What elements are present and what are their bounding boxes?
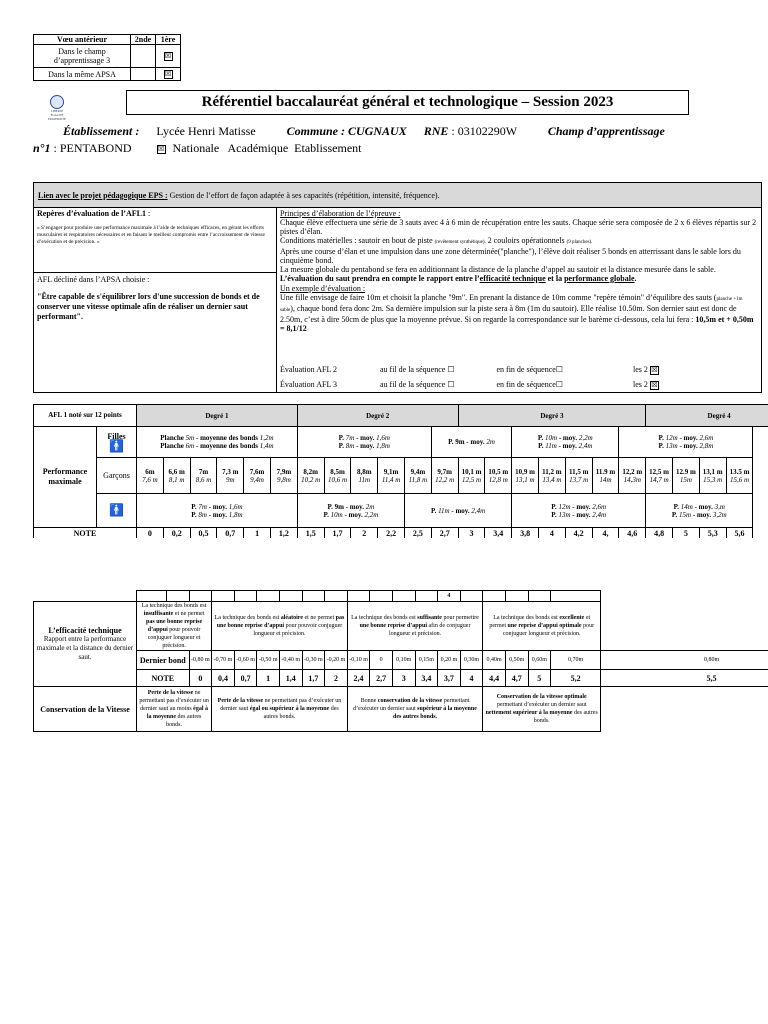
- perf-cell: [324, 458, 351, 494]
- perf-cell: [431, 458, 458, 494]
- filles-planche-5: P. 12m - moy. 2,6m P. 13m - moy. 2,8m: [619, 427, 753, 458]
- filles-planche-4: P. 10m - moy. 2,2m P. 11m - moy. 2,4m: [512, 427, 619, 458]
- perf-filles-value: 10,1 m: [461, 467, 482, 476]
- perf-filles-value: 9,4m: [410, 467, 426, 476]
- exemple-text: Une fille envisage de faire 10m et choisit la planche "9m". En prenant la distance de 10m comme "repère témoin" d’équilibre des sauts (planche +1m sable), chaque bond fera donc 2m. Sa dernière impulsion sur la piste sera à 8m (1m du sautoir). Elle réalise 10.50m. Son dernier saut est donc de 2.50m, c’est à dire 50cm de plus que la moyenne prévue. Si on regarde la correspondance sur le barème ci-dessous, cela lui fera : 10,5m et + 0,50m = 8,1/12: [280, 293, 754, 333]
- degre-1: Degré 1: [137, 405, 298, 427]
- perf-garcons-value: 12,2 m: [435, 475, 455, 484]
- afl1-table: [33, 404, 768, 538]
- republique-logo: LIBERTÉ ÉGALITÉ FRATERNITÉ: [37, 95, 77, 125]
- marianne-icon: [50, 95, 64, 109]
- afl2-les2-checkbox[interactable]: ☒: [651, 365, 658, 374]
- afl1-note-cell: 4,8: [646, 528, 673, 539]
- efficacite-top-cell: [279, 591, 302, 602]
- perf-garcons-value: 15,6 m: [729, 475, 750, 484]
- dernier-bond-cell: 0,20 m: [438, 651, 461, 670]
- perf-filles-value: 12,2 m: [622, 467, 643, 476]
- efficacite-degre-2: La technique des bonds est aléatoire et ne permet pas une bonne reprise d’appui pour pouvoir conjuguer longueur et précision.: [212, 602, 348, 651]
- afl1-note-cell: 5: [673, 528, 700, 539]
- efficacite-top-cell: [415, 591, 438, 602]
- perf-cell: [646, 458, 673, 494]
- perf-filles-value: 13.5 m: [729, 467, 750, 476]
- perf-cell: [512, 458, 539, 494]
- efficacite-top-cell: [460, 591, 483, 602]
- afl1-note-cell: 0: [137, 528, 164, 539]
- efficacite-top-cell: [189, 591, 212, 602]
- perf-filles-value: 6m: [145, 467, 155, 476]
- garcons-planche-4: P. 12m - moy. 2,6m P. 13m - moy. 2,4m: [512, 494, 646, 528]
- dernier-bond-cell: -0,70 m: [212, 651, 235, 670]
- perf-garcons-value: 15m: [679, 475, 692, 484]
- perf-filles-value: 10,9 m: [515, 467, 535, 476]
- perf-garcons-value: 14,3m: [623, 475, 641, 484]
- afl1-note-cell: 2,2: [378, 528, 405, 539]
- afl1-note-label: NOTE: [34, 528, 137, 539]
- efficacite-table: [33, 590, 768, 732]
- afl3-fin-checkbox[interactable]: ☐: [555, 380, 563, 389]
- afl1-note-cell: 2,5: [404, 528, 431, 539]
- perf-cell: [726, 458, 753, 494]
- perf-garcons-value: 12,5 m: [461, 475, 482, 484]
- etablissement-line: [33, 123, 768, 139]
- dernier-bond-cell: 0,80m: [601, 651, 768, 670]
- efficacite-note-cell: 4,7: [505, 670, 528, 687]
- vitesse-label: Conservation de la Vitesse: [34, 687, 137, 732]
- vitesse-degre-3: Bonne conservation de la vitesse permettant d’exécuter un dernier saut supérieur à la moyenne des autres bonds.: [347, 687, 483, 732]
- filles-planche-2: P. 7m - moy. 1,6m P. 8m - moy. 1,8m: [297, 427, 431, 458]
- perf-filles-value: 11,2 m: [542, 467, 562, 476]
- efficacite-top-cell: [167, 591, 190, 602]
- efficacite-top-cell: [551, 591, 601, 602]
- dernier-bond-cell: -0,60 m: [234, 651, 257, 670]
- afl2-fin-checkbox[interactable]: ☐: [555, 365, 563, 374]
- dernier-bond-label: Dernier bond: [137, 651, 190, 670]
- vitesse-degre-4: Conservation de la vitesse optimale permettant d’exécuter un dernier saut nettement supérieur à la moyenne des autres bonds.: [483, 687, 601, 732]
- efficacite-degre-1: La technique des bonds est insuffisante et ne permet pas une bonne reprise d’appui pour pouvoir conjuguer longueur et précision.: [137, 602, 212, 651]
- garcons-planche-1: P. 7m - moy. 1,6m P. 8m - moy. 1,8m: [137, 494, 298, 528]
- dernier-bond-cell: 0,40m: [483, 651, 506, 670]
- rne-value: : 03102290W: [451, 124, 517, 138]
- afl1-note-cell: 1,2: [270, 528, 297, 539]
- principes-box: Principes d’élaboration de l’épreuve : Chaque élève effectuera une série de 3 sauts avec 4 à 6 min de récupération entre les sauts. Chaque série sera composée de 2 x 6 élèves répartis sur 2 pistes d’élan. Conditions matérielles : sautoir en bout de piste (revêtement synthétique). 2 couloirs opérationnels (9 planches). Après une course d’élan et une impulsion dans une zone déterminée("planche"), l’élève doit réaliser 5 bonds en atterrissant dans le sable lors du cinquième bond. La mesure globale du pentabond se fera en additionnant la distance de la planche d’appel au sautoir et la distance mesurée dans le sable. L’évaluation du saut prendra en compte le rapport entre l’efficacité technique et la performance globale. Un exemple d’évaluation : Une fille envisage de faire 10m et choisit la planche "9m". En prenant la distance de 10m comme "repère témoin" d’équilibre des sauts (planche +1m sable), chaque bond fera donc 2m. Sa dernière impulsion sur la piste sera à 8m (1m du sautoir). Elle réalise 10.50m. Son dernier saut est donc de 2.50m, c’est à dire 50cm de plus que la moyenne prévue. Si on regarde la correspondance sur le barème ci-dessous, cela lui fera : 10,5m et + 0,50m = 8,1/12 Évaluation AFL 2 au fil de la séquence ☐ en fin de séquence☐ les 2 ☒ Évaluation AFL 3 au fil de la séquence ☐ en fin de séquence☐ les 2 ☒: [277, 207, 762, 393]
- efficacite-container: [33, 590, 768, 773]
- afl-text: "Être capable de s'équilibrer lors d'une succession de bonds et de conserver une vitesse optimale afin de réaliser un dernier saut performant".: [37, 292, 260, 321]
- dernier-bond-cell: -0,80 m: [189, 651, 212, 670]
- afl1-note-cell: 1,7: [324, 528, 351, 539]
- afl1-note-cell: 4: [538, 528, 565, 539]
- perf-filles-value: 8,5m: [330, 467, 345, 476]
- afl1-note-cell: 0,5: [190, 528, 217, 539]
- perf-cell: [297, 458, 324, 494]
- efficacite-top-cell: [302, 591, 325, 602]
- perf-garcons-value: 10,6 m: [327, 475, 348, 484]
- perf-filles-value: 11.9 m: [595, 467, 616, 476]
- dernier-bond-cell: -0,30 m: [302, 651, 325, 670]
- perf-filles-value: 7,9m: [276, 467, 292, 476]
- afl-label: AFL décliné dans l’APSA choisie :: [37, 275, 150, 284]
- page-title: Référentiel baccalauréat général et technologique – Session 2023: [126, 90, 689, 115]
- male-icon-cell: [97, 494, 137, 528]
- perf-filles-value: 7m: [198, 467, 209, 476]
- dernier-bond-cell: -0,10 m: [347, 651, 370, 670]
- filles-label: Filles 🚹: [97, 427, 137, 458]
- voeu-apsa-checkbox[interactable]: ☒: [156, 68, 181, 81]
- perf-garcons-value: 12,8 m: [488, 475, 508, 484]
- voeu-row-champ: Dans le champ d’apprentissage 3: [34, 45, 131, 68]
- perf-filles-value: 10,5 m: [488, 467, 509, 476]
- efficacite-note-cell: 4: [460, 670, 483, 687]
- efficacite-label: L’efficacité technique Rapport entre la performance maximale et la distance du dernier saut.: [34, 602, 137, 687]
- efficacite-top-cell: 4: [438, 591, 461, 602]
- eval-afl2-row: Évaluation AFL 2 au fil de la séquence ☐ en fin de séquence☐ les 2 ☒: [280, 365, 658, 374]
- garcons-planche-2: P. 9m - moy. 2m P. 10m - moy. 2,2m: [297, 494, 404, 528]
- perf-garcons-value: 14,7 m: [649, 475, 669, 484]
- perf-garcons-value: 14m: [599, 475, 612, 484]
- perf-filles-value: 12,5 m: [649, 467, 670, 476]
- perf-garcons-value: 7,6 m: [142, 475, 158, 484]
- perf-cell: [673, 458, 700, 494]
- efficacite-note-cell: 3,4: [415, 670, 438, 687]
- degre-3: Degré 3: [458, 405, 646, 427]
- afl1-container: [33, 404, 768, 538]
- perf-cell: [378, 458, 405, 494]
- efficacite-top-cell: [137, 591, 167, 602]
- perf-garcons-value: 15,3 m: [703, 475, 723, 484]
- perf-cell: [699, 458, 726, 494]
- garcons-planche-5: P. 14m - moy. 3,m P. 15m - moy. 3,2m: [646, 494, 753, 528]
- perf-cell: [592, 458, 619, 494]
- perf-cell: [217, 458, 244, 494]
- perf-garcons-value: 9m: [226, 475, 235, 484]
- afl3-les2-checkbox[interactable]: ☒: [651, 380, 658, 389]
- eval-afl3-row: Évaluation AFL 3 au fil de la séquence ☐ en fin de séquence☐ les 2 ☒: [280, 380, 658, 389]
- efficacite-top-cell: [234, 591, 257, 602]
- efficacite-top-cell: [505, 591, 528, 602]
- degre-4: Degré 4: [646, 405, 768, 427]
- etablissement-value: Lycée Henri Matisse: [156, 124, 256, 138]
- afl1-note-cell: 3,8: [512, 528, 539, 539]
- afl1-note-cell: 5,3: [699, 528, 726, 539]
- perf-filles-value: 7,3 m: [222, 467, 239, 476]
- dernier-bond-cell: 0: [370, 651, 393, 670]
- perf-garcons-value: 9,8m: [276, 475, 291, 484]
- reperes-title: Repères d’évaluation de l’AFL1: [37, 209, 146, 218]
- perf-filles-value: 9,7m: [437, 467, 452, 476]
- perf-filles-value: 12.9 m: [675, 467, 696, 476]
- perf-garcons-value: 11,4 m: [381, 475, 401, 484]
- perf-garcons-value: 9,4m: [250, 475, 264, 484]
- perf-filles-value: 6,6 m: [168, 467, 185, 476]
- dernier-bond-cell: 0,70m: [551, 651, 601, 670]
- perf-cell: [458, 458, 485, 494]
- projet-text: Gestion de l’effort de façon adaptée à ses capacités (répétition, intensité, fréquence).: [167, 191, 440, 200]
- efficacite-note-cell: 2,7: [370, 670, 393, 687]
- filles-planche-1: Planche 5m - moyenne des bonds 1,2m Planche 6m - moyenne des bonds 1,4m: [137, 427, 298, 458]
- efficacite-top-cell: [483, 591, 506, 602]
- reperes-box: Repères d’évaluation de l’AFL1 : « S’engager pour produire une performance maximale à l’aide de techniques efficaces, en gérant les efforts musculaires et respiratoires nécessaires et en faisant le meilleur compromis entre l’accroissement de vitesse d’exécution et de précision. » AFL décliné dans l’APSA choisie : "Être capable de s'équilibrer lors d'une succession de bonds et de conserver une vitesse optimale afin de réaliser un dernier saut performant".: [33, 207, 277, 393]
- perf-cell: [244, 458, 271, 494]
- dernier-bond-cell: 0,50m: [505, 651, 528, 670]
- dernier-bond-cell: -0,20 m: [325, 651, 348, 670]
- afl3-fil-checkbox[interactable]: ☐: [447, 380, 455, 389]
- voeu-row-apsa: Dans la même APSA: [34, 68, 131, 81]
- efficacite-note-cell: 1: [257, 670, 280, 687]
- garcons-planche-3: P. 11m - moy. 2,4m: [404, 494, 511, 528]
- filles-planche-3: P. 9m - moy. 2m: [431, 427, 511, 458]
- perf-garcons-value: 11,8 m: [408, 475, 428, 484]
- projet-box: [33, 182, 762, 207]
- etablissement-label: Établissement :: [63, 124, 140, 138]
- exemple-title: Un exemple d’évaluation :: [280, 284, 366, 293]
- afl1-note-cell: 1,5: [297, 528, 324, 539]
- champ-label: Champ d’apprentissage: [547, 124, 665, 138]
- efficacite-note-cell: 1,7: [302, 670, 325, 687]
- vitesse-degre-1: Perte de la vitesse ne permettant pas d’exécuter un dernier saut au moins égal à la moyenne des autres bonds.: [137, 687, 212, 732]
- champ-number: n°1: [33, 141, 51, 155]
- apsa-name: : PENTABOND: [53, 141, 132, 155]
- voeu-header: Vœu antérieur: [34, 35, 131, 45]
- efficacite-note-label: NOTE: [137, 670, 190, 687]
- afl1-note-cell: 2,7: [431, 528, 458, 539]
- dernier-bond-cell: 0,60m: [528, 651, 551, 670]
- voeu-1ere: 1ère: [156, 35, 181, 45]
- afl1-header: AFL 1 noté sur 12 points: [34, 405, 137, 427]
- garcons-label: Garçons: [97, 458, 137, 494]
- dernier-bond-cell: 0,30m: [460, 651, 483, 670]
- rne-label: RNE: [423, 124, 449, 138]
- efficacite-top-cell: [257, 591, 280, 602]
- voeu-table: [33, 34, 181, 81]
- perf-garcons-value: 8,1 m: [168, 475, 185, 484]
- efficacite-degre-3: La technique des bonds est suffisante pour permettre une bonne reprise d’appui afin de conjuguer longueur et précision.: [347, 602, 483, 651]
- efficacite-note-cell: 1,4: [279, 670, 302, 687]
- perf-garcons-value: 13,7 m: [569, 475, 589, 484]
- perf-garcons-value: 8,6 m: [195, 475, 212, 484]
- perf-filles-value: 13,1 m: [702, 467, 723, 476]
- reperes-quote: « S’engager pour produire une performance maximale à l’aide de techniques efficaces, en gérant les efforts musculaires et respiratoires nécessaires et en faisant le meilleur compromis entre l’accroissement de vitesse d’exécution et de précision. »: [37, 225, 265, 245]
- afl1-note-cell: 4,2: [565, 528, 592, 539]
- perf-cell: [137, 458, 164, 494]
- perf-cell: [351, 458, 378, 494]
- efficacite-top-cell: [347, 591, 370, 602]
- afl1-note-cell: 0,7: [217, 528, 244, 539]
- perf-filles-value: 8,2m: [303, 467, 318, 476]
- perf-cell: [190, 458, 217, 494]
- principes-title: Principes d’élaboration de l’épreuve :: [280, 209, 401, 218]
- perf-cell: [538, 458, 565, 494]
- afl1-note-cell: 4,: [592, 528, 619, 539]
- efficacite-degre-4: La technique des bonds est excellente et permet une reprise d’appui optimale pour conjuguer longueur et précision.: [483, 602, 601, 651]
- voeu-2nde: 2nde: [131, 35, 156, 45]
- afl1-note-cell: 3: [458, 528, 485, 539]
- male-icon: 🚹: [109, 503, 124, 517]
- nationale-checkbox[interactable]: ☒: [157, 144, 165, 153]
- efficacite-top-cell: [212, 591, 235, 602]
- dernier-bond-cell: -0,50 m: [257, 651, 280, 670]
- perf-filles-value: 11,5 m: [568, 467, 589, 476]
- afl1-note-cell: 4,6: [619, 528, 646, 539]
- dernier-bond-cell: 0,10m: [392, 651, 415, 670]
- efficacite-note-cell: 4,4: [483, 670, 506, 687]
- efficacite-note-cell: 2: [325, 670, 348, 687]
- perf-garcons-value: 11m: [358, 475, 371, 484]
- efficacite-top-cell: [528, 591, 551, 602]
- efficacite-top-cell: [325, 591, 348, 602]
- perf-filles-value: 9,1m: [383, 467, 399, 476]
- afl2-fil-checkbox[interactable]: ☐: [447, 365, 455, 374]
- voeu-champ-checkbox[interactable]: ☒: [156, 45, 181, 68]
- apsa-line: [33, 140, 533, 156]
- afl1-note-cell: 1: [244, 528, 271, 539]
- efficacite-note-cell: 5,5: [601, 670, 768, 687]
- commune-label: Commune : CUGNAUX: [286, 124, 407, 138]
- efficacite-note-cell: 2,4: [347, 670, 370, 687]
- dernier-bond-cell: -0,40 m: [279, 651, 302, 670]
- afl1-note-cell: 3,4: [485, 528, 512, 539]
- perf-garcons-value: 13,4 m: [542, 475, 562, 484]
- efficacite-note-cell: 0,4: [212, 670, 235, 687]
- perf-garcons-value: 13,1 m: [515, 475, 535, 484]
- efficacite-note-cell: 3: [392, 670, 415, 687]
- afl1-note-cell: 0,2: [163, 528, 190, 539]
- efficacite-note-cell: 0,7: [234, 670, 257, 687]
- projet-label: Lien avec le projet pédagogique EPS :: [38, 191, 168, 200]
- perf-cell: [404, 458, 431, 494]
- afl1-note-cell: 2: [351, 528, 378, 539]
- efficacite-note-cell: 0: [189, 670, 212, 687]
- perf-cell: [270, 458, 297, 494]
- vitesse-degre-2: Perte de la vitesse ne permettant pas d’exécuter un dernier saut égal ou supérieur à la moyenne des autres bonds.: [212, 687, 348, 732]
- afl1-note-cell: 5,6: [726, 528, 753, 539]
- efficacite-note-cell: 5: [528, 670, 551, 687]
- perf-cell: [565, 458, 592, 494]
- efficacite-note-cell: 5,2: [551, 670, 601, 687]
- perf-filles-value: 7,6m: [249, 467, 265, 476]
- dernier-bond-cell: 0,15m: [415, 651, 438, 670]
- degre-2: Degré 2: [297, 405, 458, 427]
- perf-cell: [619, 458, 646, 494]
- efficacite-top-cell: [392, 591, 415, 602]
- efficacite-top-cell: [370, 591, 393, 602]
- referentiel-options: Nationale Académique Etablissement: [172, 141, 362, 155]
- female-icon: 🚹: [109, 439, 124, 453]
- perf-cell: [163, 458, 190, 494]
- efficacite-note-cell: 3,7: [438, 670, 461, 687]
- perf-filles-value: 8,8m: [356, 467, 372, 476]
- perf-cell: [485, 458, 512, 494]
- perf-label: Performance maximale: [34, 427, 97, 528]
- perf-garcons-value: 10,2 m: [301, 475, 321, 484]
